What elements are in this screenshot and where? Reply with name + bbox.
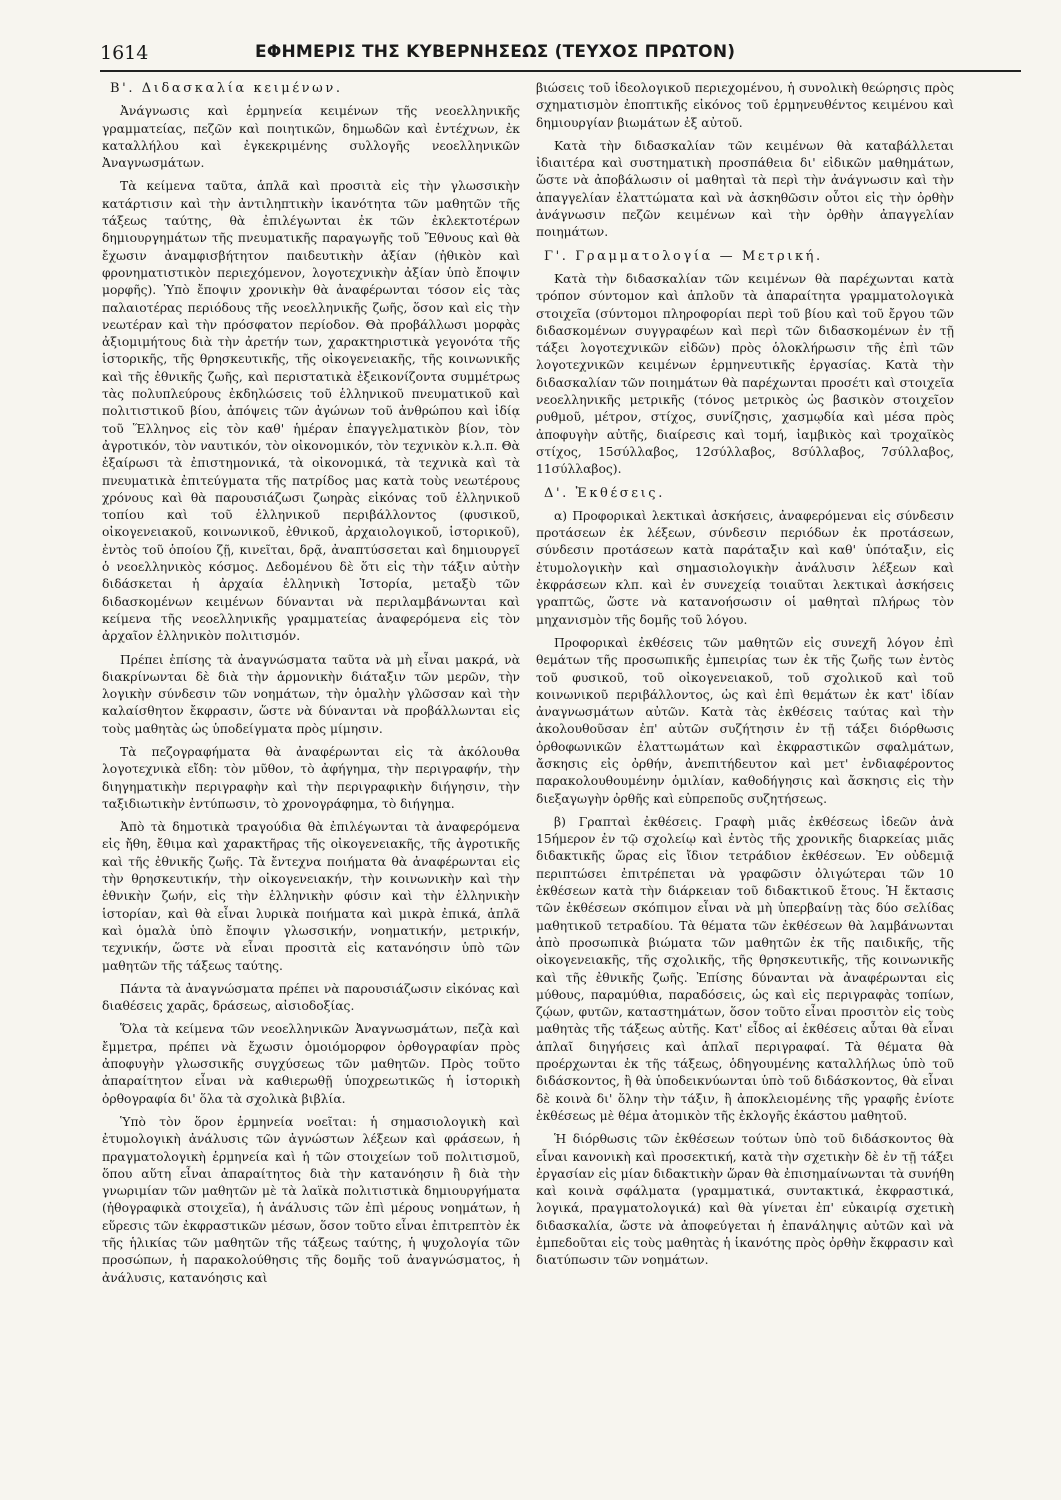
page-number: 1614 xyxy=(100,42,149,64)
page-header xyxy=(100,40,1021,72)
paragraph: Ἀπὸ τὰ δημοτικὰ τραγούδια θὰ ἐπιλέγωνται τὰ ἀναφερόμενα εἰς ἤθη, ἔθιμα καὶ χαρακτῆρας τῆς οἰκογενειακῆς, τῆς ἀγροτικῆς καὶ τῆς ἐθνικῆς ζωῆς. Τὰ ἔντεχνα ποιήματα θὰ ἀναφέρωνται εἰς τὴν θρησκευτικήν, τὴν οἰκογενειακήν, τὴν κοινωνικὴν καὶ τὴν ἐθνικὴν ζωήν, εἰς τὴν ἑλληνικὴν φύσιν καὶ τὴν ἑλληνικὴν ἱστορίαν, καὶ θὰ εἶναι λυρικὰ ποιήματα καὶ μικρὰ ἐπικά, ἁπλᾶ καὶ ὁμαλὰ ὑπὸ ἔποψιν γλωσσικήν, νοηματικήν, μετρικήν, τεχνικήν, ὥστε νὰ εἶναι προσιτὰ εἰς κατανόησιν ὑπὸ τῶν μαθητῶν τῆς τάξεως ταύτης. xyxy=(102,820,520,973)
paragraph: Τὰ πεζογραφήματα θὰ ἀναφέρωνται εἰς τὰ ἀκόλουθα λογοτεχνικὰ εἴδη: τὸν μῦθον, τὸ ἀφήγημα, τὴν περιγραφήν, τὴν διηγηματικὴν περιγραφὴν καὶ τὴν περιγραφικὴν διήγησιν, τὴν ταξιδιωτικὴν ἐντύπωσιν, τὸ χρονογράφημα, τὸ διήγημα. xyxy=(102,744,520,811)
left-column xyxy=(102,80,520,1480)
paragraph: Προφορικαὶ ἐκθέσεις τῶν μαθητῶν εἰς συνεχῆ λόγον ἐπὶ θεμάτων τῆς προσωπικῆς ἐμπειρίας των ἐκ τῆς ζωῆς των ἐντὸς τοῦ φυσικοῦ, τοῦ οἰκογενειακοῦ, τοῦ σχολικοῦ καὶ τοῦ κοινωνικοῦ περιβάλλοντος, ὡς καὶ ἐπὶ θεμάτων ἐκ κατ' ἰδίαν ἀναγνωσμάτων αὐτῶν. Κατὰ τὰς ἐκθέσεις ταύτας καὶ τὴν ἀκολουθοῦσαν ἐπ' αὐτῶν συζήτησιν ἐν τῇ τάξει διόρθωσις ὀρθοφωνικῶν ἐλαττωμάτων καὶ ἐκφραστικῶν σφαλμάτων, ἄσκησις εἰς ὀρθήν, ἀνεπιτήδευτον καὶ μετ' ἐνδιαφέροντος παρακολουθουμένην ὁμιλίαν, καθοδήγησις καὶ ἄσκησις εἰς τὴν διεξαγωγὴν ὀρθῆς καὶ εὐπρεποῦς συζητήσεως. xyxy=(536,635,954,806)
paragraph: Ὅλα τὰ κείμενα τῶν νεοελληνικῶν Ἀναγνωσμάτων, πεζὰ καὶ ἔμμετρα, πρέπει νὰ ἔχωσιν ὁμοιόμορφον ὀρθογραφίαν πρὸς ἀποφυγὴν γλωσσικῆς συγχύσεως τῶν μαθητῶν. Πρὸς τοῦτο ἀπαραίτητον εἶναι νὰ καθιερωθῇ ὑποχρεωτικῶς ἡ ἱστορικὴ ὀρθογραφία δι' ὅλα τὰ σχολικὰ βιβλία. xyxy=(102,1022,520,1106)
paragraph: Πάντα τὰ ἀναγνώσματα πρέπει νὰ παρουσιάζωσιν εἰκόνας καὶ διαθέσεις χαρᾶς, δράσεως, αἰσιοδοξίας. xyxy=(102,981,520,1014)
right-column xyxy=(536,80,954,1480)
paragraph: β) Γραπταὶ ἐκθέσεις. Γραφὴ μιᾶς ἐκθέσεως ἰδεῶν ἀνὰ 15ήμερον ἐν τῷ σχολείῳ καὶ ἐντὸς τῆς χρονικῆς διαρκείας μιᾶς διδακτικῆς ὥρας εἰς ἴδιον τετράδιον ἐκθέσεων. Ἐν οὐδεμιᾷ περιπτώσει ἐπιτρέπεται νὰ γραφῶσιν ὀλιγώτεραι τῶν 10 ἐκθέσεων κατὰ τὴν διάρκειαν τοῦ διδακτικοῦ ἔτους. Ἡ ἔκτασις τῶν ἐκθέσεων σκόπιμον εἶναι νὰ μὴ ὑπερβαίνῃ τὰς δύο σελίδας μαθητικοῦ τετραδίου. Τὰ θέματα τῶν ἐκθέσεων θὰ λαμβάνωνται ἀπὸ προσωπικὰ βιώματα τῶν μαθητῶν ἐκ τῆς παιδικῆς, τῆς οἰκογενειακῆς, τῆς σχολικῆς, τῆς θρησκευτικῆς, τῆς κοινωνικῆς καὶ τῆς ἐθνικῆς ζωῆς. Ἐπίσης δύνανται νὰ ἀναφέρωνται εἰς μύθους, παραμύθια, παραδόσεις, ὡς καὶ εἰς περιγραφὰς τοπίων, ζῴων, φυτῶν, καταστημάτων, ὅσον τοῦτο εἶναι προσιτὸν εἰς τοὺς μαθητὰς τῆς τάξεως αὐτῆς. Κατ' εἶδος αἱ ἐκθέσεις αὗται θὰ εἶναι ἁπλαῖ διηγήσεις καὶ ἁπλαῖ περιγραφαί. Τὰ θέματα θὰ προέρχωνται ἐκ τῆς τάξεως, ὁδηγουμένης καταλλήλως ὑπὸ τοῦ διδάσκοντος, ἢ θὰ ὑποδεικνύωνται ὑπὸ τοῦ διδάσκοντος, θὰ εἶναι δὲ κοινὰ δι' ὅλην τὴν τάξιν, ἢ ἀποκλειομένης τῆς γραφῆς ἐνίοτε ἐκθέσεως μὲ θέμα ἀτομικὸν τῆς ἐκλογῆς ἑκάστου μαθητοῦ. xyxy=(536,814,954,1123)
paragraph: Κατὰ τὴν διδασκαλίαν τῶν κειμένων θὰ παρέχωνται κατὰ τρόπον σύντομον καὶ ἁπλοῦν τὰ ἀπαραίτητα γραμματολογικὰ στοιχεῖα (σύντομοι πληροφορίαι περὶ τοῦ βίου καὶ τοῦ ἔργου τῶν διδασκομένων συγγραφέων καὶ περὶ τῶν διδασκομένων ἐν τῇ τάξει λογοτεχνικῶν εἰδῶν) πρὸς ὁλοκλήρωσιν τῆς ἐπὶ τῶν λογοτεχνικῶν κειμένων ἑρμηνευτικῆς ἐργασίας. Κατὰ τὴν διδασκαλίαν τῶν ποιημάτων θὰ παρέχωνται προσέτι καὶ στοιχεῖα νεοελληνικῆς μετρικῆς (τόνος μετρικὸς ὡς βασικὸν στοιχεῖον ρυθμοῦ, μέτρον, στίχος, συνίζησις, χασμῳδία καὶ μέσα πρὸς ἀποφυγὴν αὐτῆς, διαίρεσις καὶ τομή, ἰαμβικὸς καὶ τροχαϊκὸς στίχος, 15σύλλαβος, 12σύλλαβος, 8σύλλαβος, 7σύλλαβος, 11σύλλαβος). xyxy=(536,271,954,477)
section-heading-b: Β'. Διδασκαλία κειμένων. xyxy=(110,81,343,96)
paragraph: α) Προφορικαὶ λεκτικαὶ ἀσκήσεις, ἀναφερόμεναι εἰς σύνδεσιν προτάσεων ἐκ λέξεων, σύνδεσιν περιόδων ἐκ προτάσεων, σύνδεσιν προτάσεων κατὰ παράταξιν καὶ καθ' ὑπόταξιν, εἰς ἐτυμολογικὴν καὶ σημασιολογικὴν ἀνάλυσιν λέξεων καὶ ἐκφράσεων κλπ. καὶ ἐν συνεχείᾳ τοιαῦται λεκτικαὶ ἀσκήσεις γραπτῶς, ὥστε νὰ κατανοήσωσιν οἱ μαθηταὶ πλήρως τὸν μηχανισμὸν τῆς δομῆς τοῦ λόγου. xyxy=(536,508,954,627)
journal-title: ΕΦΗΜΕΡΙΣ ΤΗΣ ΚΥΒΕΡΝΗΣΕΩΣ (ΤΕΥΧΟΣ ΠΡΩΤΟΝ) xyxy=(255,42,736,62)
paragraph: Κατὰ τὴν διδασκαλίαν τῶν κειμένων θὰ καταβάλλεται ἰδιαιτέρα καὶ συστηματικὴ προσπάθεια δι' εἰδικῶν μαθημάτων, ὥστε νὰ ἀποβάλωσιν οἱ μαθηταὶ τὰ περὶ τὴν ἀνάγνωσιν καὶ τὴν ἀπαγγελίαν ἐλαττώματα καὶ νὰ ἀσκηθῶσιν οὗτοι εἰς τὴν ὀρθὴν ἀνάγνωσιν πεζῶν κειμένων καὶ τὴν ὀρθὴν ἀπαγγελίαν ποιημάτων. xyxy=(536,138,954,240)
section-heading-g: Γ'. Γραμματολογία — Μετρική. xyxy=(544,248,823,264)
paragraph: βιώσεις τοῦ ἰδεολογικοῦ περιεχομένου, ἡ συνολικὴ θεώρησις πρὸς σχηματισμὸν ἐποπτικῆς εἰκόνος τοῦ ἑρμηνευθέντος κειμένου καὶ δημιουργίαν βιωμάτων ἐξ αὐτοῦ. xyxy=(536,81,954,130)
paragraph: Ὑπὸ τὸν ὅρον ἑρμηνεία νοεῖται: ἡ σημασιολογικὴ καὶ ἐτυμολογικὴ ἀνάλυσις τῶν ἀγνώστων λέξεων καὶ φράσεων, ἡ πραγματολογικὴ ἑρμηνεία καὶ ἡ τῶν στοιχείων τοῦ πολιτισμοῦ, ὅπου αὕτη εἶναι ἀπαραίτητος διὰ τὴν κατανόησιν ἢ διὰ τὴν γνωριμίαν τῶν μαθητῶν μὲ τὰ λαϊκὰ πολιτιστικὰ δημιουργήματα (ἠθογραφικὰ στοιχεῖα), ἡ ἀνάλυσις τῶν ἐπὶ μέρους νοημάτων, ἡ εὕρεσις τῶν ἐκφραστικῶν μέσων, ὅσον τοῦτο εἶναι ἐπιτρεπτὸν ἐκ τῆς ἡλικίας τῶν μαθητῶν τῆς τάξεως ταύτης, ἡ ψυχολογία τῶν προσώπων, ἡ παρακολούθησις τῆς δομῆς τοῦ ἀναγνώσματος, ἡ ἀνάλυσις, κατανόησις καὶ xyxy=(102,1114,520,1285)
paragraph: Τὰ κείμενα ταῦτα, ἁπλᾶ καὶ προσιτὰ εἰς τὴν γλωσσικὴν κατάρτισιν καὶ τὴν ἀντιληπτικὴν ἱκανότητα τῶν μαθητῶν τῆς τάξεως ταύτης, θὰ ἐπιλέγωνται ἐκ τῶν ἐκλεκτοτέρων δημιουργημάτων τῆς πνευματικῆς παραγωγῆς τοῦ Ἔθνους καὶ θὰ ἔχωσιν ἀναμφισβήτητον παιδευτικὴν ἀξίαν (ἠθικὸν καὶ φρονηματιστικὸν περιεχόμενον, λογοτεχνικὴν ἀξίαν ὑπὸ ἔποψιν μορφῆς). Ὑπὸ ἔποψιν χρονικὴν θὰ ἀναφέρωνται τόσον εἰς τὰς παλαιοτέρας περιόδους τῆς νεοελληνικῆς ζωῆς, ὅσον καὶ εἰς τὴν νεωτέραν καὶ τὴν πρόσφατον περίοδον. Θὰ προβάλλωσι μορφὰς ἀξιομιμήτους διὰ τὴν ἀρετήν των, χαρακτηριστικὰ γεγονότα τῆς ἱστορικῆς, τῆς θρησκευτικῆς, τῆς οἰκογενειακῆς, τῆς κοινωνικῆς καὶ τῆς ἐθνικῆς ζωῆς, καὶ περιστατικὰ ἐξεικονίζοντα συμμέτρως τὰς πολυπλεύρους ἐκδηλώσεις τοῦ ἑλληνικοῦ πνευματικοῦ καὶ πολιτιστικοῦ βίου, ἀπόψεις τῶν ἀγώνων τοῦ ἀνθρώπου καὶ ἰδίᾳ τοῦ Ἕλληνος εἰς τὸν καθ' ἡμέραν ἐπαγγελματικὸν βίον, τὸν ἀγροτικόν, τὸν ναυτικόν, τὸν οἰκονομικόν, τὸν τεχνικὸν κ.λ.π. Θὰ ἐξαίρωσι τὰ ἐπιστημονικά, τὰ οἰκονομικά, τὰ τεχνικὰ καὶ τὰ πνευματικὰ ἐπιτεύγματα τῆς πατρίδος μας κατὰ τοὺς νεωτέρους χρόνους καὶ θὰ παρουσιάζωσι ζωηρὰς εἰκόνας τοῦ ἑλληνικοῦ τοπίου καὶ τοῦ ἑλληνικοῦ περιβάλλοντος (φυσικοῦ, οἰκογενειακοῦ, κοινωνικοῦ, ἐθνικοῦ, ἀρχαιολογικοῦ, ἱστορικοῦ), ἐντὸς τοῦ ὁποίου ζῇ, κινεῖται, δρᾷ, ἀναπτύσσεται καὶ δημιουργεῖ ὁ νεοελληνικὸς κόσμος. Δεδομένου δὲ ὅτι εἰς τὴν τάξιν αὐτὴν διδάσκεται ἡ ἀρχαία ἑλληνικὴ Ἱστορία, μεταξὺ τῶν διδασκομένων κειμένων δύνανται νὰ περιλαμβάνωνται καὶ κείμενα τῆς νεοελληνικῆς γραμματείας ἀναφερόμενα εἰς τὸν ἀρχαῖον ἑλληνικὸν πολιτισμόν. xyxy=(102,179,520,644)
section-heading-d: Δ'. Ἐκθέσεις. xyxy=(544,485,665,501)
paragraph: Ἡ διόρθωσις τῶν ἐκθέσεων τούτων ὑπὸ τοῦ διδάσκοντος θὰ εἶναι κανονικὴ καὶ προσεκτική, κατὰ τὴν σχετικὴν δὲ ἐν τῇ τάξει ἐργασίαν εἰς μίαν διδακτικὴν ὥραν θὰ ἐπισημαίνωνται τὰ συνήθη καὶ κοινὰ σφάλματα (γραμματικά, συντακτικά, ἐκφραστικά, λογικά, πραγματολογικά) καὶ θὰ γίνεται ἐπ' εὐκαιρίᾳ σχετικὴ διδασκαλία, ὥστε νὰ ἀποφεύγεται ἡ ἐπανάληψις αὐτῶν καὶ νὰ ἐμπεδοῦται εἰς τοὺς μαθητὰς ἡ ἱκανότης πρὸς ὀρθὴν ἔκφρασιν καὶ διατύπωσιν τῶν νοημάτων. xyxy=(536,1132,954,1268)
paragraph: Πρέπει ἐπίσης τὰ ἀναγνώσματα ταῦτα νὰ μὴ εἶναι μακρά, νὰ διακρίνωνται δὲ διὰ τὴν ἁρμονικὴν διάταξιν τῶν μερῶν, τὴν λογικὴν σύνδεσιν τῶν νοημάτων, τὴν ὁμαλὴν γλῶσσαν καὶ τὴν καλαίσθητον ἔκφρασιν, ὥστε νὰ δύνανται νὰ προβάλλωνται εἰς τοὺς μαθητὰς ὡς ὑποδείγματα πρὸς μίμησιν. xyxy=(102,652,520,736)
paragraph: Ἀνάγνωσις καὶ ἑρμηνεία κειμένων τῆς νεοελληνικῆς γραμματείας, πεζῶν καὶ ποιητικῶν, δημωδῶν καὶ ἐντέχνων, ἐκ καταλλήλου καὶ ἐγκεκριμένης συλλογῆς νεοελληνικῶν Ἀναγνωσμάτων. xyxy=(102,104,520,171)
